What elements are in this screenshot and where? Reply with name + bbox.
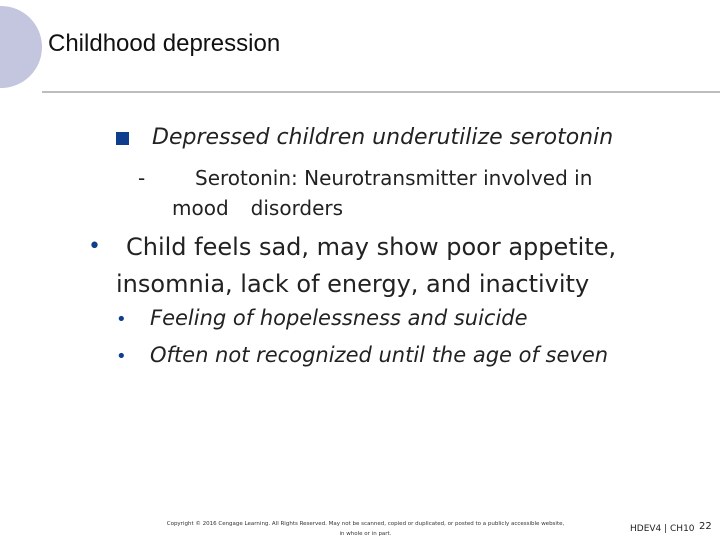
- main-bullet-marker: •: [88, 234, 101, 259]
- slide-title: Childhood depression: [48, 30, 281, 57]
- square-bullet-icon: [116, 132, 129, 145]
- slide-header: [0, 0, 720, 92]
- copyright-line-1: Copyright © 2016 Cengage Learning. All Rights Reserved. May not be scanned, copied or duplicated, or posted to a publicly accessible website,: [166, 521, 565, 527]
- serotonin-line2-b: disorders: [250, 196, 344, 220]
- sub-bullet-hopelessness: Feeling of hopelessness and suicide: [150, 306, 528, 330]
- bullet-depressed-children: Depressed children underutilize serotonin: [152, 125, 614, 150]
- main-line-2: insomnia, lack of energy, and inactivity: [116, 270, 590, 298]
- serotonin-def-text: : Neurotransmitter involved in: [291, 166, 593, 190]
- sub-bullet-marker: •: [116, 309, 127, 330]
- serotonin-definition-line2: [172, 196, 343, 220]
- sub-bullet-not-recognized: Often not recognized until the age of seven: [150, 343, 609, 367]
- copyright-line-2: in whole or in part.: [339, 531, 392, 537]
- main-bullet-text: [116, 229, 696, 303]
- page-number: 22: [699, 521, 712, 532]
- decorative-circle: [0, 6, 42, 88]
- serotonin-term: Serotonin: [195, 166, 292, 190]
- main-line-1: Child feels sad, may show poor appetite,: [126, 233, 617, 261]
- dash-marker: -: [138, 166, 146, 190]
- sub-bullet-marker: •: [116, 346, 127, 367]
- footer-copyright: [108, 519, 623, 539]
- course-code: HDEV4 | CH10: [630, 524, 695, 534]
- serotonin-line2-a: mood: [172, 196, 229, 220]
- title-divider: [42, 91, 720, 93]
- serotonin-definition: [195, 166, 592, 190]
